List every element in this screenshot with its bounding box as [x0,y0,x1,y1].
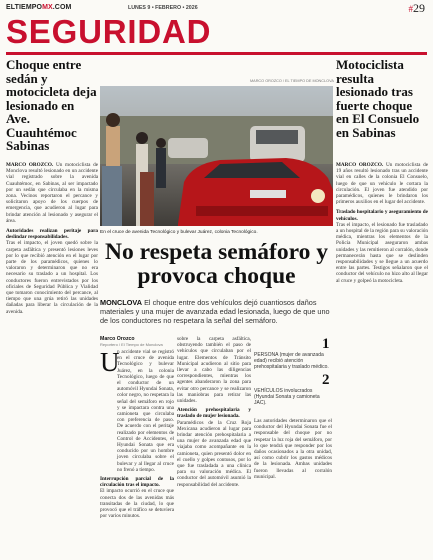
page-hash: # [408,4,413,14]
drop-cap: U [100,347,120,377]
main-story-author: Marco Orozco [100,336,135,342]
section-title: SEGURIDAD [6,13,212,50]
left-story-headline: Choque entre sedán y motocicleta deja lesionado en Ave. Cuauhtémoc Sabinas [6,57,97,153]
fact-number-1: 1 [322,336,330,352]
col2-subhead: Atención prehospitalaria y traslado de mujer lesionada. [177,407,251,420]
fact-number-2: 2 [322,372,330,388]
left-story-body [6,162,98,315]
main-story-lead [100,298,333,326]
masthead-logo [6,4,71,11]
photo-credit: MARCO OROZCO / EL TIEMPO DE MONCLOVA [250,79,334,83]
lead-text: El choque entre dos vehículos dejó cuantiosos daños materiales y una mujer de avanzada edad lesionada, luego de que uno de los conductores no respetara la señal del semáforo. [100,298,330,326]
masthead-domain: .COM [52,4,72,11]
fact-box-1: PERSONA (mujer de avanzada edad) recibió atención prehospitalaria y traslado médico. [254,352,329,370]
left-story-paragraph-2: Tras el impacto, el joven quedó sobre la carpeta asfáltica y presentó lesiones leves por lo que recibió atención en el lugar por parte de los paramédicos, quienes lo valoraron y determinaron que no era necesario su traslado a un hospital. Los conductores fueron entrevistados por los oficiales de Seguridad Pública y Vialidad que tomaron conocimiento del percance, al tiempo que una grúa retiró las unidades dañadas para liberar la circulación de la avenida. [6,240,98,315]
issue-date: LUNES 9 • FEBRERO • 2026 [128,5,198,11]
right-story-subhead: Traslado hospitalario y aseguramiento de vehículos. [336,209,428,222]
page-number-value: 29 [413,1,425,15]
left-story-subhead: Autoridades realizan peritaje para deslindar responsabilidades. [6,228,98,241]
main-story-author-role: Reportero / El Tiempo de Monclova [100,342,163,347]
photo-caption: En el cruce de avenida Tecnológico y bulevar Juárez, colonia Tecnológico. [100,230,258,235]
main-story-headline: No respeta semáforo y provoca choque [105,239,328,289]
left-story-author: MARCO OROZCO. [6,162,54,168]
masthead-accent: MX [42,4,53,11]
col2-text: sobre la carpeta asfáltica, obstruyendo también el paso de vehículos que circulaban por el lugar. Elementos de Tránsito Municipal acudieron al sitio para llevar a cabo las diligencias correspondientes, mientras los agentes abanderaron la zona para evitar otro percance y se realizaron las maniobras para retirar las unidades. [177,336,251,405]
accident-photo [100,86,333,226]
lead-city: MONCLOVA [100,298,143,307]
right-story-author: MARCO OROZCO. [336,162,384,168]
main-story-column-2 [177,336,251,488]
section-divider [6,52,427,55]
right-story-paragraph-2: Tras el impacto, el lesionado fue trasladado a un hospital de la región para su valoración médica, mientras los elementos de la Policía Municipal aseguraron ambas unidades y las remitieron al corralón, donde permanecerán hasta que se deslinden responsabilidades y se llegue a un acuerdo entre las partes. Testigos señalaron que el conductor del vehículo no hizo alto al llegar al cruce y golpeó la motocicleta. [336,221,428,284]
main-story-column-3: Las autoridades determinaron que el conductor del Hyundai Sonata fue el responsable del choque por no respetar la luz roja del semáforo, por lo que tendrá que responder por los daños ocasionados a la otra unidad, así como cubrir los gastos médicos de la lesionada. Ambas unidades fueron llevadas al corralón municipal. [254,418,332,480]
masthead-main: ELTIEMPO [6,4,43,11]
main-story-column-1 [100,349,174,519]
right-story-headline: Motociclista resulta lesionado tras fuerte choque en El Consuelo en Sabinas [336,57,420,140]
col1-text: n accidente vial se registró en el cruce de avenida Tecnológico y bulevar Juárez, en la colonia Tecnológico, luego de que el conductor de un automóvil Hyundai Sonata, color negro, no respetara la señal del semáforo en rojo y se impactara contra una camioneta que circulaba con preferencia de paso. De acuerdo con el peritaje realizado por elementos de Control de Accidentes, el Hyundai Sonata que era conducido por un hombre joven circulaba sobre el bulevar y al llegar al cruce no frenó a tiempo. [117,349,174,473]
right-story-paragraph-1: Un motociclista de 19 años resultó lesionado tras un accidente vial en calles de la colonia El Consuelo, luego de que un vehículo le cortara la circulación. El joven fue atendido por paramédicos, quienes le brindaron los primeros auxilios en el lugar del accidente. [336,162,428,206]
fact-box-2: VEHÍCULOS involucrados (Hyundai Sonata y camioneta JAC). [254,388,320,406]
col1-subhead: Interrupción parcial de la circulación tras el impacto. [100,476,174,489]
col1-more: El impacto ocurrió en el cruce que conecta dos de las avenidas más transitadas de la ciudad, lo que provocó que el tráfico se detuviera por varios minutos. [100,488,174,520]
page-number [409,1,426,16]
col2-more: Paramédicos de la Cruz Roja Mexicana acudieron al lugar para brindar atención prehospitalaria a una mujer de avanzada edad que viajaba como acompañante en la camioneta, quien presentó dolor en el cuello y golpes contusos, por lo que fue trasladada a una clínica para su valoración médica. El conductor del automóvil asumió la responsabilidad del accidente. [177,419,251,488]
right-story-body [336,162,428,284]
left-story-paragraph-1: Un motociclista de Monclova resultó lesionado en un accidente vial registrado sobre la avenida Cuauhtémoc, en Sabinas, al ser impactado por un sedán que circulaba en la misma zona. Vecinos reportaron el percance y solicitaron apoyo de los cuerpos de emergencia, que acudieron al lugar para brindar atención al lesionado y asegurar el área. [6,162,98,224]
accident-photo-illustration [100,86,333,226]
